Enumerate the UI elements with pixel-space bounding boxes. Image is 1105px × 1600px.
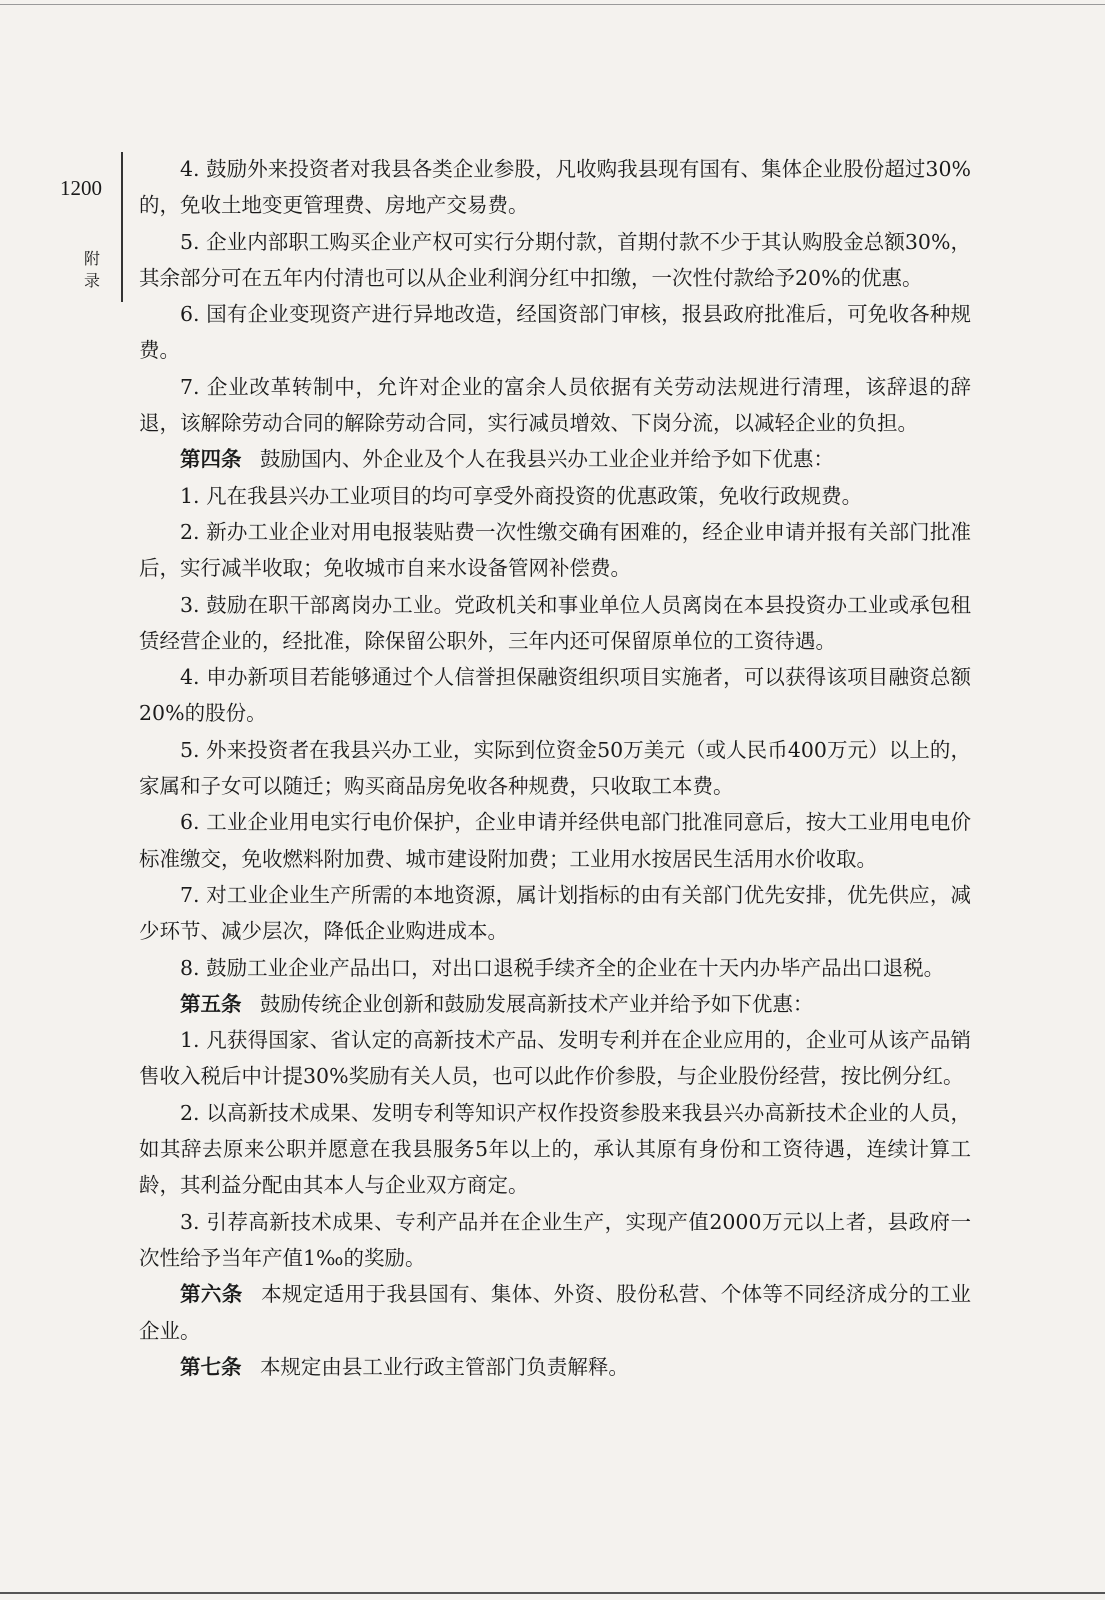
paragraph-text: 本规定适用于我县国有、集体、外资、股份私营、个体等不同经济成分的工业企业。 [139, 1282, 971, 1343]
paragraph-text: 1. 凡获得国家、省认定的高新技术产品、发明专利并在企业应用的，企业可从该产品销售收入税后中计提30%奖励有关人员，也可以此作价参股，与企业股份经营，按比例分红。 [139, 1028, 971, 1089]
section-label-char: 附 [83, 249, 100, 268]
paragraph-text: 本规定由县工业行政主管部门负责解释。 [259, 1354, 629, 1379]
paragraph-text: 4. 鼓励外来投资者对我县各类企业参股，凡收购我县现有国有、集体企业股份超过30%的，免收土地变更管理费、房地产交易费。 [139, 157, 971, 218]
paragraph-text: 3. 引荐高新技术成果、专利产品并在企业生产，实现产值2000万元以上者，县政府一次性给予当年产值1‰的奖励。 [139, 1209, 971, 1270]
bottom-edge-rule [0, 1592, 1105, 1594]
paragraph-text: 4. 申办新项目若能够通过个人信誉担保融资组织项目实施者，可以获得该项目融资总额20%的股份。 [139, 665, 971, 726]
paragraph-text: 5. 企业内部职工购买企业产权可实行分期付款，首期付款不少于其认购股金总额30%，其余部分可在五年内付清也可以从企业利润分红中扣缴，一次性付款给予20%的优惠。 [139, 229, 971, 290]
clause-paragraph [139, 587, 971, 660]
paragraph-text: 鼓励传统企业创新和鼓励发展高新技术产业并给予如下优惠： [259, 991, 814, 1016]
margin-rule [121, 152, 123, 302]
paragraph-text: 2. 以高新技术成果、发明专利等知识产权作投资参股来我县兴办高新技术企业的人员，如其辞去原来公职并愿意在我县服务5年以上的，承认其原有身份和工资待遇，连续计算工龄，其利益分配由其本人与企业双方商定。 [139, 1100, 971, 1198]
clause-paragraph [139, 514, 971, 587]
section-label-char: 录 [83, 271, 100, 290]
article-paragraph [139, 1349, 971, 1385]
article-paragraph [139, 441, 971, 477]
paragraph-text: 2. 新办工业企业对用电报装贴费一次性缴交确有困难的，经企业申请并报有关部门批准后，实行减半收取；免收城市自来水设备管网补偿费。 [139, 519, 971, 581]
clause-paragraph [139, 1095, 971, 1204]
clause-paragraph [139, 877, 971, 950]
article-heading: 第五条 [180, 991, 242, 1016]
paragraph-text: 7. 企业改革转制中，允许对企业的富余人员依据有关劳动法规进行清理，该辞退的辞退，该解除劳动合同的解除劳动合同，实行减员增效、下岗分流，以减轻企业的负担。 [139, 374, 971, 436]
paragraph-text: 6. 国有企业变现资产进行异地改造，经国资部门审核，报县政府批准后，可免收各种规费。 [139, 302, 971, 363]
document-body [139, 151, 971, 1385]
article-heading: 第四条 [180, 447, 242, 472]
page-number: 1200 [60, 176, 102, 200]
paragraph-text: 8. 鼓励工业企业产品出口，对出口退税手续齐全的企业在十天内办毕产品出口退税。 [180, 955, 945, 980]
clause-paragraph [139, 224, 971, 297]
paragraph-text: 6. 工业企业用电实行电价保护，企业申请并经供电部门批准同意后，按大工业用电电价标准缴交，免收燃料附加费、城市建设附加费；工业用水按居民生活用水价收取。 [139, 810, 971, 871]
clause-paragraph [139, 659, 971, 732]
clause-paragraph [139, 478, 971, 514]
paragraph-text: 3. 鼓励在职干部离岗办工业。党政机关和事业单位人员离岗在本县投资办工业或承包租赁经营企业的，经批准，除保留公职外，三年内还可保留原单位的工资待遇。 [139, 592, 971, 653]
clause-paragraph [139, 804, 971, 877]
article-paragraph [139, 1276, 971, 1349]
top-edge-rule [0, 4, 1105, 5]
article-heading: 第六条 [180, 1282, 243, 1307]
clause-paragraph [139, 950, 971, 986]
article-heading: 第七条 [180, 1354, 242, 1379]
article-paragraph [139, 986, 971, 1022]
paragraph-text: 1. 凡在我县兴办工业项目的均可享受外商投资的优惠政策，免收行政规费。 [180, 483, 863, 508]
clause-paragraph [139, 732, 971, 805]
clause-paragraph [139, 1204, 971, 1277]
clause-paragraph [139, 296, 971, 369]
paragraph-text: 5. 外来投资者在我县兴办工业，实际到位资金50万美元（或人民币400万元）以上的，家属和子女可以随迁；购买商品房免收各种规费，只收取工本费。 [139, 737, 971, 799]
clause-paragraph [139, 151, 971, 224]
clause-paragraph [139, 369, 971, 442]
paragraph-text: 7. 对工业企业生产所需的本地资源，属计划指标的由有关部门优先安排，优先供应，减少环节、减少层次，降低企业购进成本。 [139, 882, 971, 944]
section-label [80, 248, 104, 292]
paragraph-text: 鼓励国内、外企业及个人在我县兴办工业企业并给予如下优惠： [259, 447, 834, 472]
clause-paragraph [139, 1022, 971, 1095]
